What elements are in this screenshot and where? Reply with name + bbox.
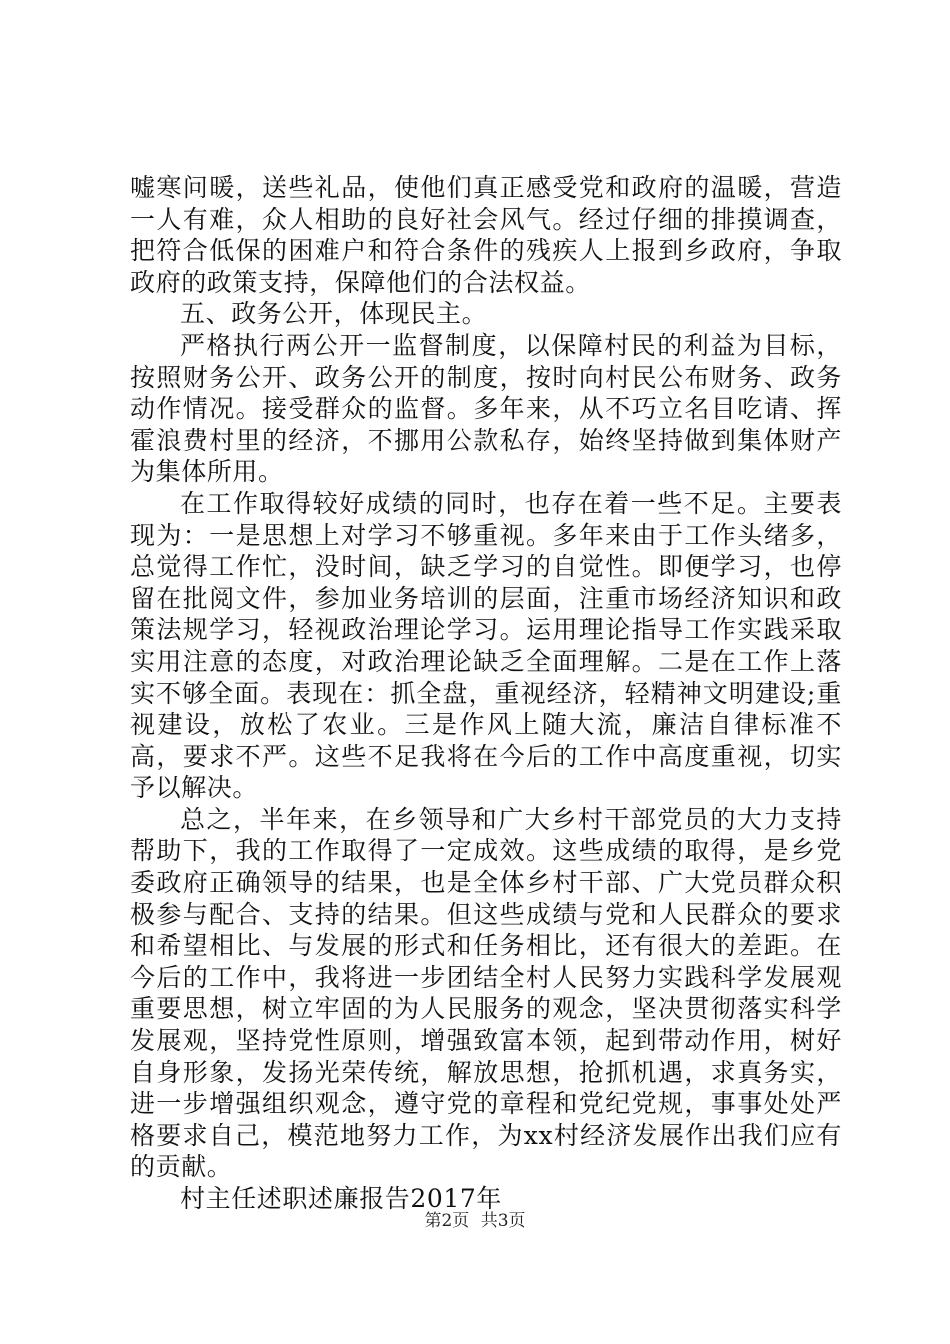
paragraph-1: 嘘寒问暖，送些礼品，使他们真正感受党和政府的温暖，营造一人有难，众人相助的良好社会风气。经过仔细的排摸调查，把符合低保的困难户和符合条件的残疾人上报到乡政府，争取政府的政策支持，保障他们的合法权益。 <box>130 173 842 297</box>
next-document-title: 村主任述职述廉报告2017年 <box>180 1184 503 1213</box>
page-total: 共3页 <box>480 1211 526 1231</box>
paragraph-4: 在工作取得较好成绩的同时，也存在着一些不足。主要表现为：一是思想上对学习不够重视。多年来由于工作头绪多，总觉得工作忙，没时间，缺乏学习的自觉性。即便学习，也停留在批阅文件，参加业务培训的层面，注重市场经济知识和政策法规学习，轻视政治理论学习。运用理论指导工作实践采取实用注意的态度，对政治理论缺乏全面理解。二是在工作上落实不够全面。表现在：抓全盘，重视经济，轻精神文明建设;重视建设，放松了农业。三是作风上随大流，廉洁自律标准不高，要求不严。这些不足我将在今后的工作中高度重视，切实予以解决。 <box>130 488 842 803</box>
paragraph-5: 总之，半年来，在乡领导和广大乡村干部党员的大力支持帮助下，我的工作取得了一定成效。这些成绩的取得，是乡党委政府正确领导的结果，也是全体乡村干部、广大党员群众积极参与配合、支持的结果。但这些成绩与党和人民群众的要求和希望相比、与发展的形式和任务相比，还有很大的差距。在今后的工作中，我将进一步团结全村人民努力实践科学发展观重要思想，树立牢固的为人民服务的观念，坚决贯彻落实科学发展观，坚持党性原则，增强致富本领，起到带动作用，树好自身形象，发扬光荣传统，解放思想，抢抓机遇，求真务实，进一步增强组织观念，遵守党的章程和党纪党规，事事处处严格要求自己，模范地努力工作，为xx村经济发展作出我们应有的贡献。 <box>130 804 842 1182</box>
section-heading-5: 五、政务公开，体现民主。 <box>180 299 488 329</box>
paragraph-3: 严格执行两公开一监督制度，以保障村民的利益为目标，按照财务公开、政务公开的制度，按时向村民公布财务、政务动作情况。接受群众的监督。多年来，从不巧立名目吃请、挥霍浪费村里的经济，不挪用公款私存，始终坚持做到集体财产为集体所用。 <box>130 330 842 487</box>
document-body <box>130 172 842 1215</box>
page-footer <box>0 1210 950 1232</box>
page-number: 第2页 <box>424 1211 470 1231</box>
